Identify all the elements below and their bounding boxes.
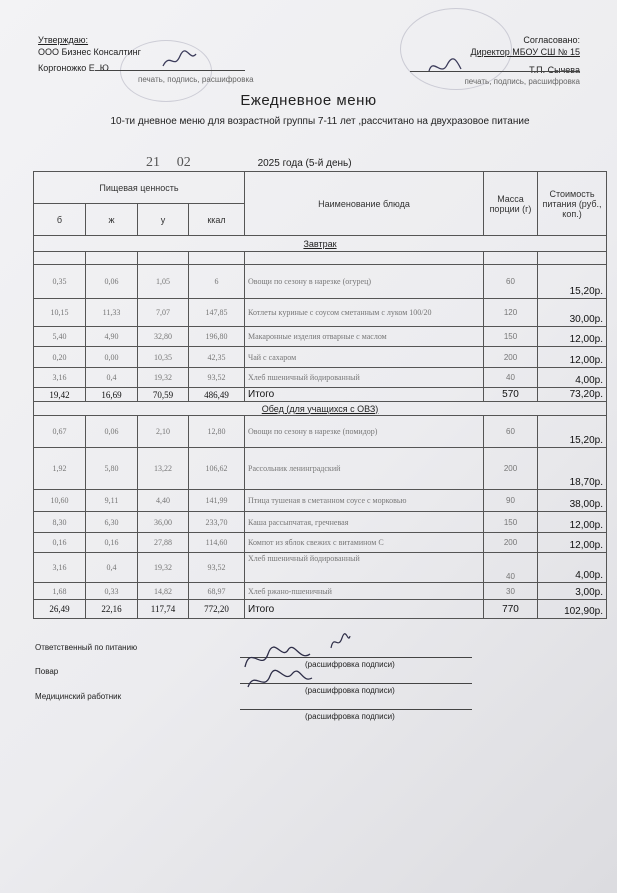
lunch-total-row [34, 600, 607, 619]
protein-cell: 0,20 [34, 347, 86, 368]
fat-cell: 0,16 [86, 533, 138, 553]
fat-cell: 9,11 [86, 490, 138, 512]
mass-cell: 120 [484, 299, 538, 327]
mass-cell: 40 [484, 553, 538, 583]
mass-cell: 200 [484, 347, 538, 368]
cost-total: 102,90р. [538, 600, 607, 619]
cost-cell: 12,00р. [538, 347, 607, 368]
table-row [34, 448, 607, 490]
date-month: 02 [171, 155, 253, 172]
mass-cell: 40 [484, 368, 538, 388]
cost-cell: 30,00р. [538, 299, 607, 327]
dish-cell: Овощи по сезону в нарезке (огурец) [245, 265, 484, 299]
dish-cell: Котлеты куриные с соусом сметанным с луком 100/20 [245, 299, 484, 327]
protein-cell: 5,40 [34, 327, 86, 347]
breakfast-section: Завтрак [34, 236, 607, 252]
menu-table [33, 171, 607, 619]
spacer-cell [538, 252, 607, 265]
cook-label: Повар [35, 667, 59, 676]
mass-header: Масса порции (г) [484, 172, 538, 236]
mass-cell: 150 [484, 327, 538, 347]
responsible-decode: (расшифровка подписи) [305, 660, 395, 669]
responsible-label: Ответственный по питанию [35, 643, 138, 652]
fat-total: 16,69 [86, 388, 138, 402]
cook-decode: (расшифровка подписи) [305, 686, 395, 695]
mass-cell: 150 [484, 512, 538, 533]
carbs-total: 70,59 [138, 388, 189, 402]
kcal-cell: 6 [189, 265, 245, 299]
protein-cell: 10,15 [34, 299, 86, 327]
protein-cell: 10,60 [34, 490, 86, 512]
fat-cell: 0,06 [86, 265, 138, 299]
carbs-cell: 2,10 [138, 416, 189, 448]
spacer-cell [86, 252, 138, 265]
breakfast-total-row [34, 388, 607, 402]
fat-cell: 11,33 [86, 299, 138, 327]
cost-cell: 15,20р. [538, 416, 607, 448]
dish-cell: Компот из яблок свежих с витамином С [245, 533, 484, 553]
dish-cell: Овощи по сезону в нарезке (помидор) [245, 416, 484, 448]
dish-cell: Каша рассыпчатая, гречневая [245, 512, 484, 533]
protein-cell: 0,67 [34, 416, 86, 448]
mass-cell: 90 [484, 490, 538, 512]
carbs-cell: 19,32 [138, 368, 189, 388]
cost-cell: 4,00р. [538, 368, 607, 388]
handwritten-signatures [240, 632, 320, 692]
carbs-total: 117,74 [138, 600, 189, 619]
approval-block [38, 34, 254, 86]
cost-cell: 18,70р. [538, 448, 607, 490]
carbs-cell: 1,05 [138, 265, 189, 299]
table-row [34, 490, 607, 512]
dish-cell: Хлеб пшеничный йодированный [245, 368, 484, 388]
date-rest: 2025 года (5-й день) [257, 158, 352, 169]
table-row [34, 512, 607, 533]
total-label: Итого [245, 388, 484, 402]
kcal-cell: 196,80 [189, 327, 245, 347]
approval-org: ООО Бизнес Консалтинг [38, 47, 141, 57]
cost-cell: 3,00р. [538, 583, 607, 600]
spacer-cell [245, 252, 484, 265]
protein-cell: 8,30 [34, 512, 86, 533]
table-row [34, 368, 607, 388]
protein-total: 19,42 [34, 388, 86, 402]
kcal-header: ккал [189, 204, 245, 236]
dish-cell: Рассольник ленинградский [245, 448, 484, 490]
mass-cell: 60 [484, 265, 538, 299]
page-subtitle: 10-ти дневное меню для возрастной группы 7-11 лет ,рассчитано на двухразовое питание [110, 116, 530, 127]
fat-cell: 5,80 [86, 448, 138, 490]
kcal-cell: 233,70 [189, 512, 245, 533]
fat-cell: 6,30 [86, 512, 138, 533]
carbs-cell: 36,00 [138, 512, 189, 533]
carbs-header: у [138, 204, 189, 236]
table-row [34, 533, 607, 553]
carbs-cell: 4,40 [138, 490, 189, 512]
carbs-cell: 7,07 [138, 299, 189, 327]
kcal-cell: 68,97 [189, 583, 245, 600]
carbs-cell: 27,88 [138, 533, 189, 553]
protein-cell: 0,16 [34, 533, 86, 553]
medic-label: Медицинский работник [35, 692, 122, 701]
spacer-cell [189, 252, 245, 265]
spacer-cell [34, 252, 86, 265]
carbs-cell: 14,82 [138, 583, 189, 600]
table-row [34, 583, 607, 600]
lunch-section: Обед (для учащихся с ОВЗ) [34, 402, 607, 416]
protein-cell: 3,16 [34, 553, 86, 583]
kcal-total: 772,20 [189, 600, 245, 619]
dish-cell: Хлеб ржано-пшеничный [245, 583, 484, 600]
protein-cell: 0,35 [34, 265, 86, 299]
fat-cell: 0,33 [86, 583, 138, 600]
carbs-cell: 13,22 [138, 448, 189, 490]
mass-cell: 60 [484, 416, 538, 448]
fat-cell: 0,00 [86, 347, 138, 368]
kcal-cell: 147,85 [189, 299, 245, 327]
table-row [34, 327, 607, 347]
mass-cell: 200 [484, 448, 538, 490]
dish-header: Наименование блюда [245, 172, 484, 236]
dish-cell: Птица тушеная в сметанном соусе с морковью [245, 490, 484, 512]
nutrition-header: Пищевая ценность [34, 172, 245, 204]
approval-heading: Утверждаю: [38, 35, 89, 45]
carbs-cell: 32,80 [138, 327, 189, 347]
menu-date [140, 155, 352, 172]
agreement-caption: печать, подпись, расшифровка [464, 77, 580, 86]
medic-sign-line [240, 709, 472, 710]
kcal-cell: 12,80 [189, 416, 245, 448]
agreement-person: Т.П. Сычева [529, 65, 580, 75]
carbs-cell: 19,32 [138, 553, 189, 583]
kcal-cell: 93,52 [189, 553, 245, 583]
fat-cell: 0,4 [86, 368, 138, 388]
protein-header: б [34, 204, 86, 236]
protein-cell: 1,92 [34, 448, 86, 490]
cost-cell: 12,00р. [538, 512, 607, 533]
table-row [34, 265, 607, 299]
dish-cell: Чай с сахаром [245, 347, 484, 368]
cost-cell: 12,00р. [538, 533, 607, 553]
responsible-signature [328, 632, 352, 652]
table-row [34, 553, 607, 583]
agreement-director: Директор МБОУ СШ № 15 [470, 47, 580, 57]
spacer-cell [484, 252, 538, 265]
cost-cell: 12,00р. [538, 327, 607, 347]
kcal-cell: 42,35 [189, 347, 245, 368]
mass-total: 570 [484, 388, 538, 402]
cost-total: 73,20р. [538, 388, 607, 402]
cost-cell: 4,00р. [538, 553, 607, 583]
fat-header: ж [86, 204, 138, 236]
dish-cell: Хлеб пшеничный йодированный [245, 553, 484, 583]
table-row [34, 347, 607, 368]
carbs-cell: 10,35 [138, 347, 189, 368]
fat-cell: 4,90 [86, 327, 138, 347]
dish-cell: Макаронные изделия отварные с маслом [245, 327, 484, 347]
approval-caption: печать, подпись, расшифровка [138, 75, 254, 84]
kcal-cell: 106,62 [189, 448, 245, 490]
spacer-cell [138, 252, 189, 265]
approval-signature [160, 48, 200, 72]
table-row [34, 299, 607, 327]
approval-person: Коргоножко Е. Ю. [38, 63, 112, 73]
mass-total: 770 [484, 600, 538, 619]
date-day: 21 [140, 155, 166, 172]
fat-cell: 0,06 [86, 416, 138, 448]
kcal-total: 486,49 [189, 388, 245, 402]
fat-total: 22,16 [86, 600, 138, 619]
page-title: Ежедневное меню [240, 92, 377, 109]
cost-cell: 15,20р. [538, 265, 607, 299]
protein-total: 26,49 [34, 600, 86, 619]
mass-cell: 30 [484, 583, 538, 600]
total-label: Итого [245, 600, 484, 619]
agreement-signature [425, 55, 465, 79]
cost-cell: 38,00р. [538, 490, 607, 512]
mass-cell: 200 [484, 533, 538, 553]
kcal-cell: 141,99 [189, 490, 245, 512]
protein-cell: 3,16 [34, 368, 86, 388]
protein-cell: 1,68 [34, 583, 86, 600]
kcal-cell: 114,60 [189, 533, 245, 553]
fat-cell: 0,4 [86, 553, 138, 583]
medic-decode: (расшифровка подписи) [305, 712, 395, 721]
agreement-heading: Согласовано: [523, 35, 580, 45]
table-row [34, 416, 607, 448]
cost-header: Стоимость питания (руб., коп.) [538, 172, 607, 236]
kcal-cell: 93,52 [189, 368, 245, 388]
